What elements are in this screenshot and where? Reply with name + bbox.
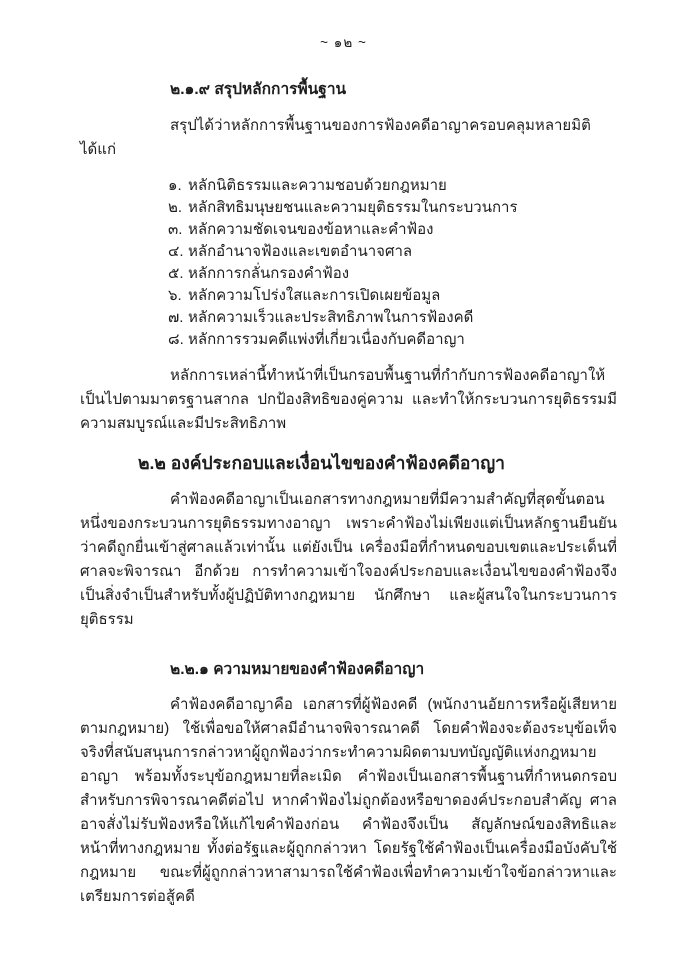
list-item-number: ๘. — [168, 331, 184, 348]
list-item-text: หลักการกลั่นกรองคำฟ้อง — [188, 265, 350, 282]
section-2-2-paragraph: คำฟ้องคดีอาญาเป็นเอกสารทางกฎหมายที่มีความสำคัญที่สุดขั้นตอนหนึ่งของกระบวนการยุติธรรมทางอาญา เพราะคำฟ้องไม่เพียงแต่เป็นหลักฐานยืนยันว่าคดีถูกยื่นเข้าสู่ศาลแล้วเท่านั้น แต่ยังเป็น เครื่องมือที่กำหนดขอบเขตและประเด็นที่ศาลจะพิจารณา อีกด้วย การทำความเข้าใจองค์ประกอบและเงื่อนไขของคำฟ้องจึงเป็นสิ่งจำเป็นสำหรับทั้งผู้ปฏิบัติทางกฎหมาย นักศึกษา และผู้สนใจในกระบวนการยุติธรรม — [80, 491, 617, 628]
section-heading-2-2: ๒.๒ องค์ประกอบและเงื่อนไขของคำฟ้องคดีอาญา — [138, 453, 505, 473]
list-item-text: หลักการรวมคดีแพ่งที่เกี่ยวเนื่องกับคดีอาญา — [188, 331, 465, 348]
list-item — [168, 329, 617, 351]
list-item-text: หลักความโปร่งใสและการเปิดเผยข้อมูล — [188, 287, 441, 304]
intro-paragraph: สรุปได้ว่าหลักการพื้นฐานของการฟ้องคดีอาญาครอบคลุมหลายมิติ ได้แก่ — [80, 117, 591, 158]
list-item — [168, 197, 617, 219]
definition-paragraph-2-2-1: คำฟ้องคดีอาญาคือ เอกสารที่ผู้ฟ้องคดี (พนักงานอัยการหรือผู้เสียหายตามกฎหมาย) ใช้เพื่อขอให้ศาลมีอำนาจพิจารณาคดี โดยคำฟ้องจะต้องระบุข้อเท็จจริงที่สนับสนุนการกล่าวหาผู้ถูกฟ้องว่ากระทำความผิดตามบทบัญญัติแห่งกฎหมายอาญา พร้อมทั้งระบุข้อกฎหมายที่ละเมิด คำฟ้องเป็นเอกสารพื้นฐานที่กำหนดกรอบสำหรับการพิจารณาคดีต่อไป หากคำฟ้องไม่ถูกต้องหรือขาดองค์ประกอบสำคัญ ศาลอาจสั่งไม่รับฟ้องหรือให้แก้ไขคำฟ้องก่อน คำฟ้องจึงเป็น สัญลักษณ์ของสิทธิและหน้าที่ทางกฎหมาย ทั้งต่อรัฐและผู้ถูกกล่าวหา โดยรัฐใช้คำฟ้องเป็นเครื่องมือบังคับใช้กฎหมาย ขณะที่ผู้ถูกกล่าวหาสามารถใช้คำฟ้องเพื่อทำความเข้าใจข้อกล่าวหาและเตรียมการต่อสู้คดี — [80, 696, 617, 905]
list-item — [168, 307, 617, 329]
list-item-number: ๓. — [168, 221, 183, 238]
page-number: ~ ๑๒ ~ — [320, 35, 367, 50]
list-item-text: หลักความเร็วและประสิทธิภาพในการฟ้องคดี — [188, 309, 474, 326]
list-item-number: ๒. — [168, 199, 183, 216]
list-item-text: หลักสิทธิมนุษยชนและความยุติธรรมในกระบวนการ — [188, 199, 518, 216]
subsection-heading-2-2-1: ๒.๒.๑ ความหมายของคำฟ้องคดีอาญา — [170, 661, 425, 678]
list-item — [168, 285, 617, 307]
closing-paragraph-2-1-9: หลักการเหล่านี้ทำหน้าที่เป็นกรอบพื้นฐานที่กำกับการฟ้องคดีอาญาให้เป็นไปตามมาตรฐานสากล ปกป้องสิทธิของคู่ความ และทำให้กระบวนการยุติธรรมมีความสมบูรณ์และมีประสิทธิภาพ — [80, 367, 617, 432]
list-item — [168, 219, 617, 241]
list-item-number: ๖. — [168, 287, 182, 304]
list-item — [168, 263, 617, 285]
principles-list — [168, 175, 617, 351]
list-item-text: หลักนิติธรรมและความชอบด้วยกฎหมาย — [188, 177, 447, 194]
list-item-number: ๕. — [168, 265, 184, 282]
list-item — [168, 175, 617, 197]
list-item — [168, 241, 617, 263]
list-item-number: ๔. — [168, 243, 184, 260]
list-item-number: ๑. — [168, 177, 182, 194]
list-item-number: ๗. — [168, 309, 184, 326]
list-item-text: หลักอำนาจฟ้องและเขตอำนาจศาล — [188, 243, 413, 260]
list-item-text: หลักความชัดเจนของข้อหาและคำฟ้อง — [188, 221, 434, 238]
subsection-heading-2-1-9: ๒.๑.๙ สรุปหลักการพื้นฐาน — [170, 81, 347, 98]
